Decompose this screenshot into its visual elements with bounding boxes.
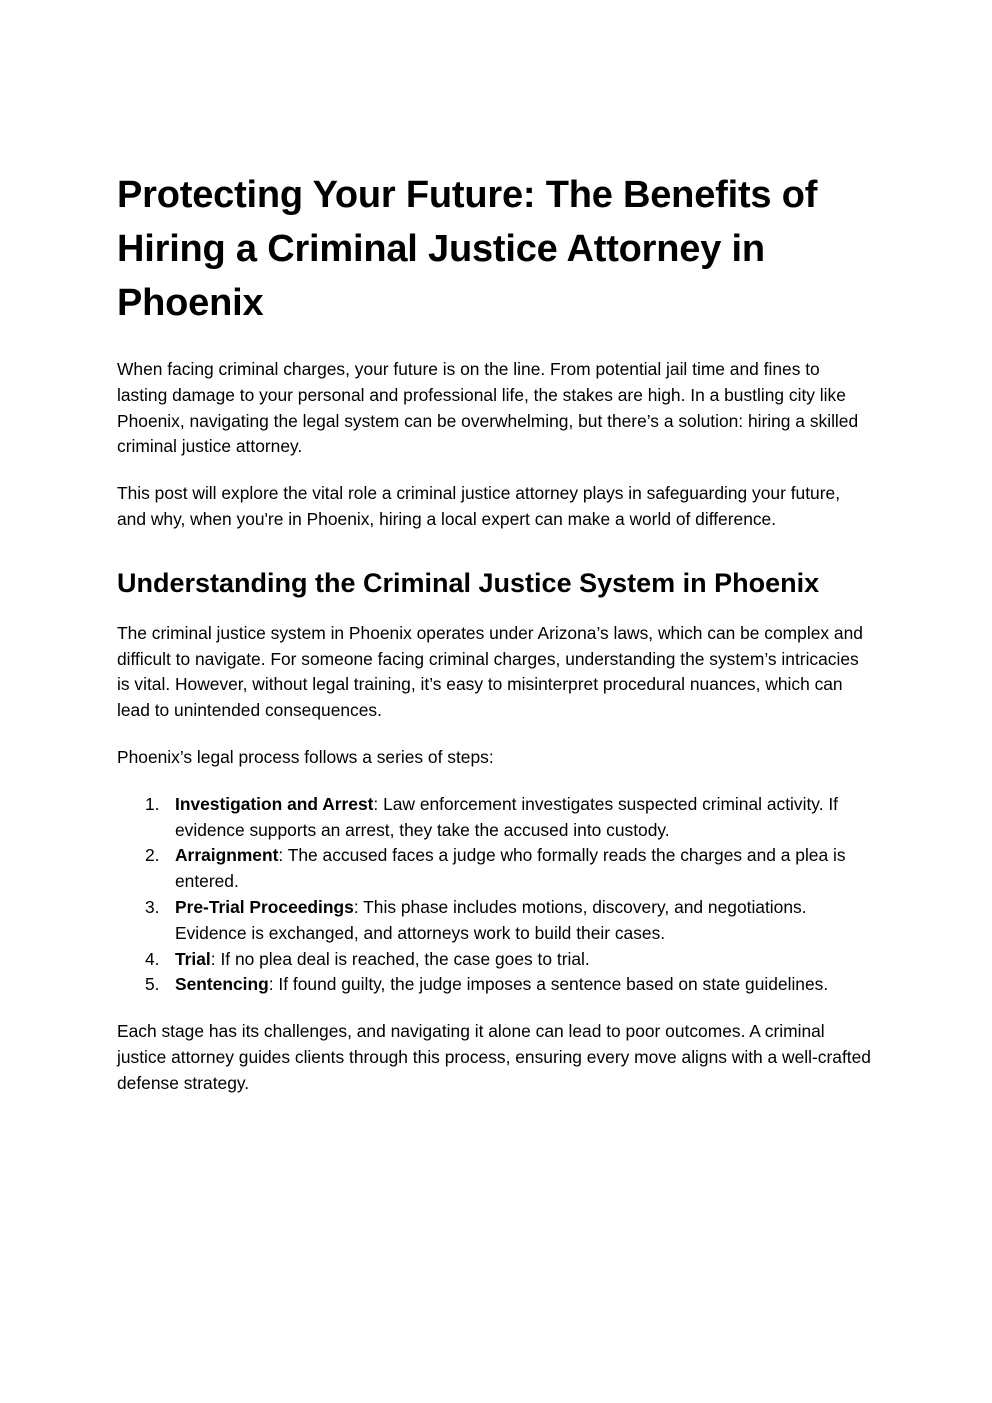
list-item: [117, 972, 872, 998]
list-item: [117, 843, 872, 895]
list-item-number: 1.: [145, 793, 160, 814]
steps-list: [117, 792, 872, 998]
list-item: [117, 792, 872, 844]
page-title: Protecting Your Future: The Benefits of Hiring a Criminal Justice Attorney in Phoenix: [117, 174, 818, 324]
list-item-text: : This phase includes motions, discovery, and negotiations. Evidence is exchanged, and attorneys work to build their cases.: [175, 896, 807, 943]
list-item: [117, 895, 872, 947]
intro-paragraph-2: This post will explore the vital role a criminal justice attorney plays in safeguarding your future, and why, when you're in Phoenix, hiring a local expert can make a world of difference.: [117, 483, 841, 529]
section-paragraph-1: The criminal justice system in Phoenix operates under Arizona’s laws, which can be complex and difficult to navigate. For someone facing criminal charges, understanding the system’s intricacies is vital. However, without legal training, it’s easy to misinterpret procedural nuances, which can lead to unintended consequences.: [117, 622, 863, 721]
section-paragraph-3: Each stage has its challenges, and navigating it alone can lead to poor outcomes. A criminal justice attorney guides clients through this process, ensuring every move aligns with a well-crafted defense strategy.: [117, 1021, 871, 1093]
list-item-text: : The accused faces a judge who formally reads the charges and a plea is entered.: [175, 845, 846, 892]
list-item-text: : If no plea deal is reached, the case goes to trial.: [210, 948, 590, 969]
list-item: [117, 947, 872, 973]
list-item-term: Trial: [175, 948, 211, 969]
list-item-text: : If found guilty, the judge imposes a sentence based on state guidelines.: [268, 974, 829, 995]
intro-paragraph-1: When facing criminal charges, your future is on the line. From potential jail time and fines to lasting damage to your personal and professional life, the stakes are high. In a bustling city like Phoenix, navigating the legal system can be overwhelming, but there’s a solution: hiring a skilled criminal justice attorney.: [117, 359, 859, 457]
list-item-term: Investigation and Arrest: [175, 793, 374, 814]
list-item-term: Sentencing: [175, 974, 269, 995]
section-heading: Understanding the Criminal Justice System in Phoenix: [117, 567, 820, 598]
list-item-text: : Law enforcement investigates suspected criminal activity. If evidence supports an arrest, they take the accused into custody.: [175, 793, 839, 840]
list-item-number: 5.: [145, 974, 160, 995]
list-item-number: 2.: [145, 845, 160, 866]
list-item-term: Pre-Trial Proceedings: [175, 896, 354, 917]
list-item-term: Arraignment: [175, 845, 279, 866]
list-item-number: 3.: [145, 896, 160, 917]
section-paragraph-2: Phoenix’s legal process follows a series of steps:: [117, 746, 494, 767]
list-item-number: 4.: [145, 948, 160, 969]
